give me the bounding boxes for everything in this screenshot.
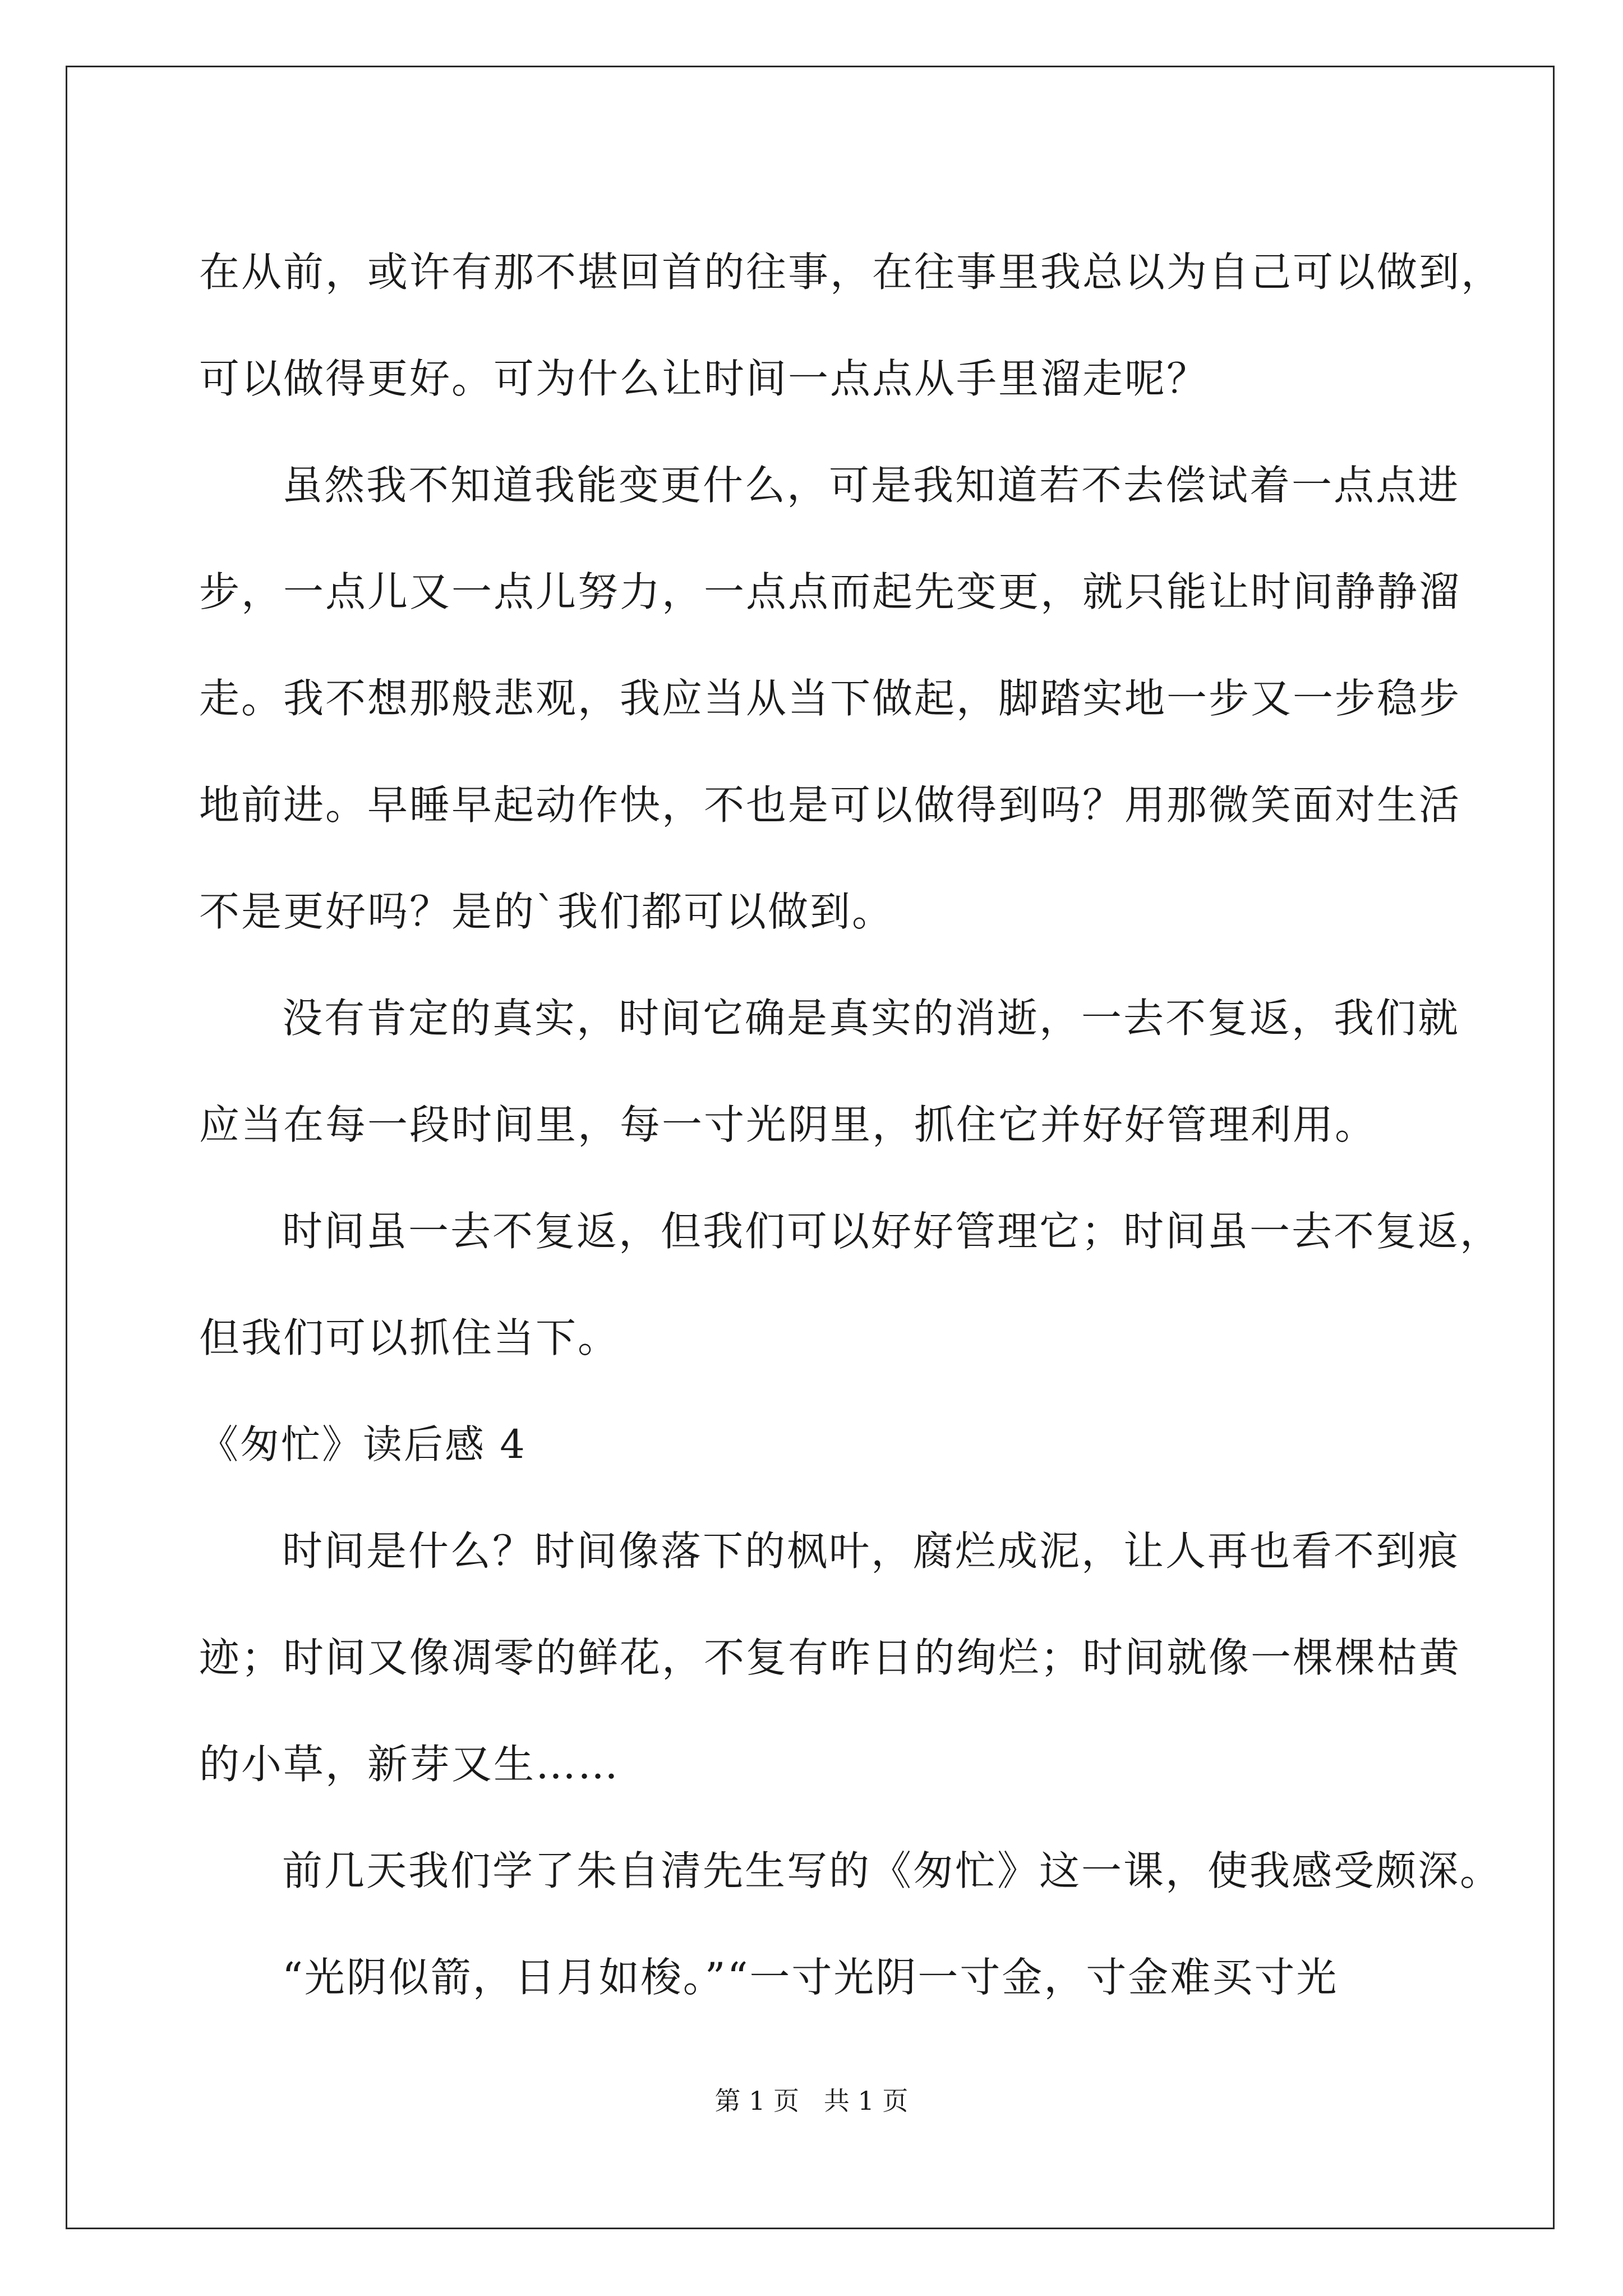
paragraph-line: 步，一点儿又一点儿努力，一点点而起先变更，就只能让时间静静溜 [199, 568, 1461, 615]
paragraph-line: 虽然我不知道我能变更什么，可是我知道若不去偿试着一点点进 [282, 462, 1460, 509]
paragraph-line: 不是更好吗？是的`我们都可以做到。 [199, 888, 895, 935]
paragraph-line: 没有肯定的真实，时间它确是真实的消逝，一去不复返，我们就 [282, 995, 1460, 1042]
paragraph-line: 的小草，新芽又生…… [199, 1741, 620, 1788]
paragraph-line: 走。我不想那般悲观，我应当从当下做起，脚踏实地一步又一步稳步 [199, 675, 1461, 722]
paragraph-line: 应当在每一段时间里，每一寸光阴里，抓住它并好好管理利用。 [199, 1101, 1377, 1148]
paragraph-line: 可以做得更好。可为什么让时间一点点从手里溜走呢？ [199, 355, 1209, 402]
document-body [199, 219, 1504, 2031]
section-heading: 《匆忙》读后感 4 [199, 1421, 527, 1467]
paragraph-line: 但我们可以抓住当下。 [199, 1314, 620, 1361]
paragraph-line: 在从前，或许有那不堪回首的往事，在往事里我总以为自己可以做到， [199, 249, 1504, 296]
paragraph-line: 地前进。早睡早起动作快，不也是可以做得到吗？用那微笑面对生活 [199, 781, 1461, 829]
page-footer: 第 1 页 共 1 页 [714, 2086, 909, 2116]
paragraph-line: 迹；时间又像凋零的鲜花，不复有昨日的绚烂；时间就像一棵棵枯黄 [199, 1634, 1461, 1681]
paragraph-line: 时间是什么？时间像落下的枫叶，腐烂成泥，让人再也看不到痕 [282, 1527, 1460, 1575]
paragraph-line: 时间虽一去不复返，但我们可以好好管理它；时间虽一去不复返， [282, 1208, 1502, 1255]
paragraph-line: “光阴似箭，日月如梭。”“一寸光阴一寸金，寸金难买寸光 [282, 1954, 1339, 2001]
paragraph-line: 前几天我们学了朱自清先生写的《匆忙》这一课，使我感受颇深。 [282, 1847, 1502, 1894]
